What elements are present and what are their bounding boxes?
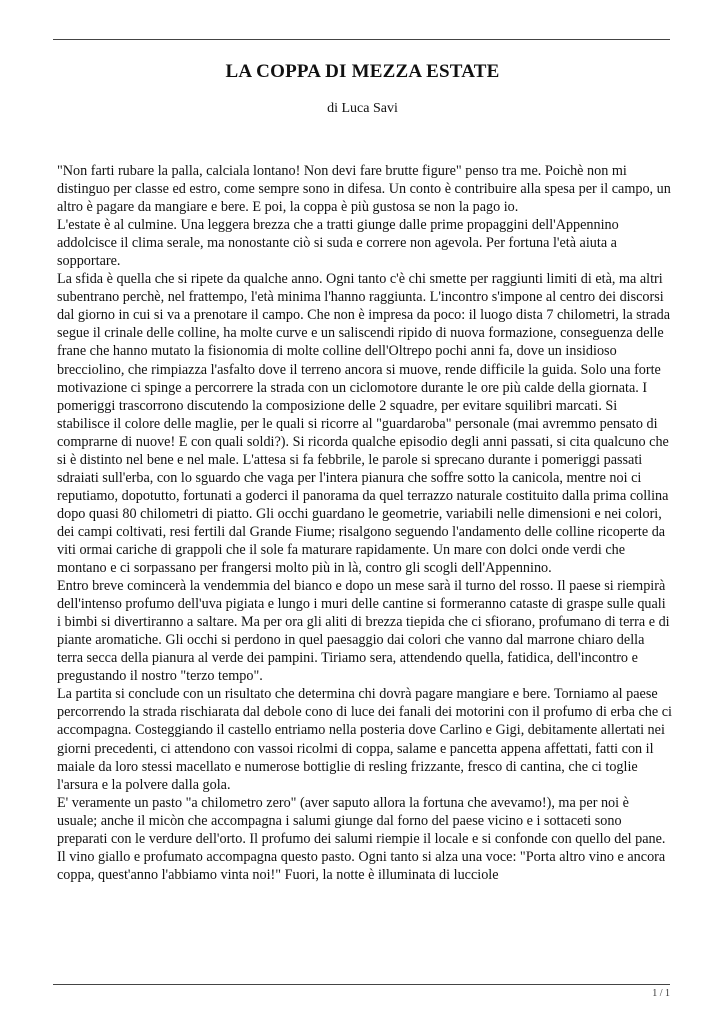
paragraph: E' veramente un pasto "a chilometro zero" (aver saputo allora la fortuna che avevamo!), ma per noi è usuale; anche il micòn che accompagna i salumi giunge dal forno del paese vicino e i sottaceti sono preparati con le verdure dell'orto. Il profumo dei salumi riempie il locale e si confonde con quello del pane. Il vino giallo e profumato accompagna questo pasto. Ogni tanto si alza una voce: "Porta altro vino e ancora coppa, quest'anno l'abbiamo vinta noi!" Fuori, la notte è illuminata di lucciole [57,794,666,883]
document-author: di Luca Savi [327,101,398,116]
page-number: 1 / 1 [652,988,670,999]
paragraph: La partita si conclude con un risultato che determina chi dovrà pagare mangiare e bere. Torniamo al paese percorrendo la strada rischiarata dal debole cono di luce dei fanali dei motorini con il profumo di erba che ci accompagna. Costeggiando il castello entriamo nella posteria dove Carlino e Gigi, debitamente allertati nei giorni precedenti, ci attendono con vassoi ricolmi di coppa, salame e pancetta appena affettati, fatti con il maiale da loro stessi macellato e numerose bottiglie di resling frizzante, fresco di cantina, che ci toglie l'arsura e la polvere dalla gola. [57,686,672,793]
document-body [57,162,672,884]
paragraph: L'estate è al culmine. Una leggera brezza che a tratti giunge dalle prime propaggini dell'Appennino addolcisce il clima serale, ma nonostante ciò si suda e correre non agevola. Per fortuna l'età aiuta a sopportare. [57,217,619,270]
footer-rule [53,984,670,985]
paragraph: La sfida è quella che si ripete da qualche anno. Ogni tanto c'è chi smette per raggiunti limiti di età, ma altri subentrano perchè, nel frattempo, l'età minima l'hanno raggiunta. L'incontro s'impone al centro dei discorsi dal giorno in cui si va a prenotare il campo. Che non è impresa da poco: il luogo dista 7 chilometri, la strada segue il crinale delle colline, ha molte curve e un saliscendi ripido di nuova formazione, conseguenza delle frane che hanno mutato la fisionomia di molte colline dell'Oltrepo pochi anni fa, dove un insidioso brecciolino, che rimpiazza l'asfalto dove il terreno ancora si muove, rende difficile la guida. Solo una forte motivazione ci spinge a percorrere la strada con un ciclomotore durante le ore più calde della giornata. I pomeriggi trascorrono discutendo la composizione delle 2 squadre, per evitare squilibri marcati. Si stabilisce il colore delle maglie, per le quali si ricorre al "guardaroba" personale (mai avremmo pensato di comprarne di nuove! E con quali soldi?). Si ricorda qualche episodio degli anni passati, si cita qualcuno che si è distinto nel bene e nel male. L'attesa si fa febbrile, le parole si sprecano durante i pomeriggi passati sdraiati sull'erba, con lo sguardo che vaga per l'intera pianura che soffre sotto la canicola, mentre noi ci reputiamo, dopotutto, fortunati a goderci il panorama da quel terrazzo naturale costituito dalla prima collina dopo quasi 80 chilometri di piatto. Gli occhi guardano le geometrie, variabili nelle dimensioni e nei colori, dei campi coltivati, resi fertili dal Grande Fiume; risalgono seguendo l'andamento delle colline ricoperte da viti ormai cariche di grappoli che il sole fa maturare rapidamente. Un mare con dolci onde verdi che montano e ci sorpassano per frangersi molto più in là, contro gli scogli dell'Appennino. [57,271,671,577]
header-rule [53,39,670,40]
document-title: LA COPPA DI MEZZA ESTATE [225,61,500,82]
paragraph: "Non farti rubare la palla, calciala lontano! Non devi fare brutte figure" penso tra me. Poichè non mi distinguo per classe ed estro, come sempre sono in difesa. Un conto è contribuire alla spesa per il campo, un altro è pagare da mangiare e bere. E poi, la coppa è più gustosa se non la pago io. [57,163,671,216]
paragraph: Entro breve comincerà la vendemmia del bianco e dopo un mese sarà il turno del rosso. Il paese si riempirà dell'intenso profumo dell'uva pigiata e lungo i muri delle cantine si formeranno cataste di graspe sulle quali i bimbi si divertiranno a saltare. Ma per ora gli aliti di brezza tiepida che ci sfiorano, profumano di terra e di piante aromatiche. Gli occhi si perdono in quel paesaggio dai colori che vanno dal marrone chiaro della terra secca della pianura al verde dei pampini. Tiriamo sera, attendendo quella, fatidica, dell'incontro e pregustando il nostro "terzo tempo". [57,578,670,685]
